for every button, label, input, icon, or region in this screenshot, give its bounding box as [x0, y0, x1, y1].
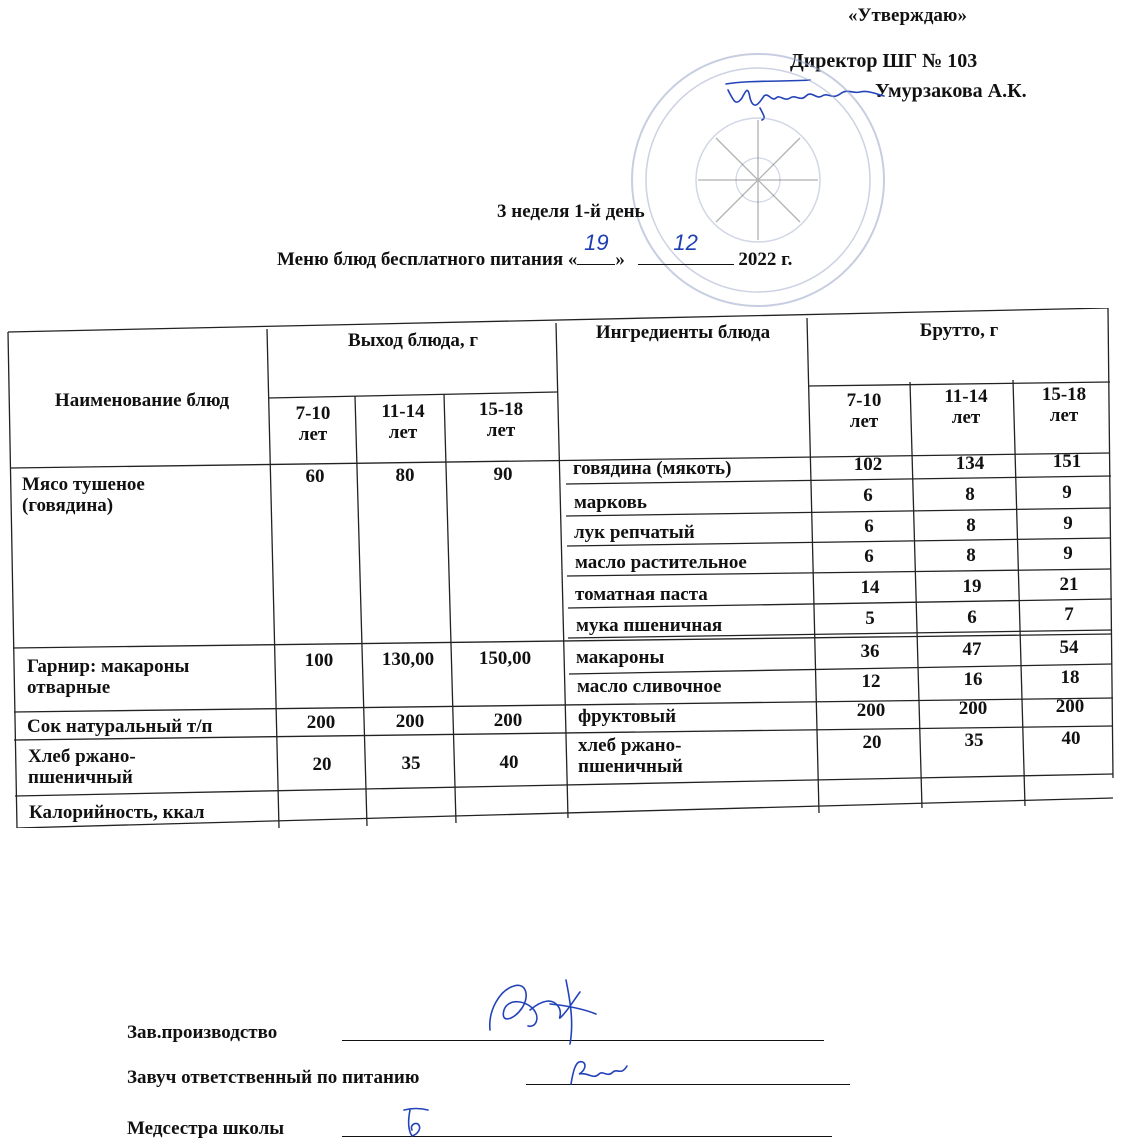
dish-yield: 20	[312, 754, 332, 775]
dish-yield: 40	[499, 752, 519, 773]
ingredient-name: лук репчатый	[574, 522, 695, 543]
ingredient-name: фруктовый	[578, 706, 677, 727]
signature-deputy	[565, 1054, 635, 1094]
menu-title-prefix: Меню блюд бесплатного питания «	[277, 249, 578, 270]
ingredient-name: мука пшеничная	[576, 615, 723, 636]
ingredient-gross: 8	[966, 545, 976, 566]
ingredient-gross: 40	[1061, 728, 1081, 749]
header-yield: Выход блюда, г	[348, 330, 478, 351]
ingredient-gross: 6	[967, 607, 977, 628]
dish-yield: 130,00	[381, 649, 435, 670]
signature-label-production: Зав.производство	[127, 1022, 278, 1043]
ingredient-name: говядина (мякоть)	[573, 458, 732, 479]
ingredient-gross: 8	[965, 484, 975, 505]
menu-day: 19	[584, 230, 609, 255]
ingredient-gross: 18	[1060, 667, 1080, 688]
dish-yield: 90	[493, 464, 513, 485]
ingredient-gross: 14	[860, 577, 880, 598]
header-gross: Брутто, г	[919, 320, 999, 341]
ingredient-gross: 47	[962, 639, 982, 660]
ingredient-gross: 21	[1059, 574, 1079, 595]
header-gross-age-7-10: 7-10 лет	[846, 390, 882, 432]
ingredient-gross: 200	[856, 700, 886, 721]
signature-nurse	[398, 1104, 438, 1142]
ingredient-gross: 54	[1059, 637, 1079, 658]
ingredient-name: томатная паста	[575, 584, 708, 605]
dish-yield: 200	[306, 712, 336, 733]
header-yield-age-7-10: 7-10 лет	[295, 403, 331, 445]
ingredient-gross: 151	[1052, 451, 1082, 472]
menu-year: 2022 г.	[738, 249, 793, 270]
ingredient-gross: 5	[865, 608, 875, 629]
dish-yield: 100	[304, 650, 334, 671]
ingredient-gross: 200	[1055, 696, 1085, 717]
menu-month-blank	[638, 230, 734, 265]
dish-yield: 200	[493, 710, 523, 731]
ingredient-name: марковь	[574, 492, 647, 513]
menu-table	[7, 308, 1115, 828]
signature-label-deputy: Завуч ответственный по питанию	[127, 1067, 420, 1088]
menu-day-blank	[577, 230, 615, 265]
official-stamp	[628, 50, 888, 310]
header-yield-age-11-14: 11-14 лет	[381, 401, 425, 443]
ingredient-gross: 6	[863, 485, 873, 506]
menu-month: 12	[673, 230, 698, 255]
dish-name: Мясо тушеное (говядина)	[22, 474, 145, 516]
ingredient-gross: 134	[955, 453, 985, 474]
ingredient-name: масло сливочное	[577, 676, 722, 697]
ingredient-gross: 8	[966, 515, 976, 536]
ingredient-gross: 9	[1062, 482, 1072, 503]
ingredient-gross: 7	[1064, 604, 1074, 625]
dish-name: Сок натуральный т/п	[27, 716, 213, 737]
dish-yield: 80	[395, 465, 415, 486]
ingredient-name: масло растительное	[575, 552, 747, 573]
ingredient-gross: 9	[1063, 543, 1073, 564]
ingredient-gross: 9	[1063, 513, 1073, 534]
dish-yield: 200	[395, 711, 425, 732]
dish-yield: 35	[401, 753, 421, 774]
header-gross-age-15-18: 15-18 лет	[1041, 384, 1087, 426]
ingredient-gross: 35	[964, 730, 984, 751]
header-yield-age-15-18: 15-18 лет	[478, 399, 524, 441]
dish-name: Гарнир: макароны отварные	[27, 656, 190, 698]
header-ingredients: Ингредиенты блюда	[595, 322, 771, 343]
director-title: Директор ШГ № 103	[790, 50, 978, 72]
ingredient-gross: 12	[861, 671, 881, 692]
ingredient-gross: 6	[864, 516, 874, 537]
ingredient-gross: 16	[963, 669, 983, 690]
ingredient-gross: 19	[962, 576, 982, 597]
ingredient-name: макароны	[576, 647, 665, 668]
dish-yield: 60	[305, 466, 325, 487]
ingredient-gross: 102	[853, 454, 883, 475]
menu-title	[277, 230, 793, 271]
week-day-title: 3 неделя 1-й день	[497, 201, 645, 222]
signature-production	[470, 970, 600, 1048]
calories-label: Калорийность, ккал	[29, 802, 205, 823]
signature-label-nurse: Медсестра школы	[127, 1118, 285, 1139]
ingredient-gross: 20	[862, 732, 882, 753]
dish-name: Хлеб ржано- пшеничный	[28, 746, 136, 788]
dish-yield: 150,00	[478, 648, 532, 669]
header-dish-name: Наименование блюд	[54, 390, 230, 411]
header-gross-age-11-14: 11-14 лет	[944, 386, 988, 428]
ingredient-gross: 6	[864, 546, 874, 567]
ingredient-gross: 200	[958, 698, 988, 719]
approval-heading: «Утверждаю»	[848, 5, 967, 26]
menu-title-mid: »	[615, 249, 625, 270]
director-name: Умурзакова А.К.	[875, 80, 1027, 102]
ingredient-gross: 36	[860, 641, 880, 662]
ingredient-name: хлеб ржано- пшеничный	[578, 735, 683, 777]
